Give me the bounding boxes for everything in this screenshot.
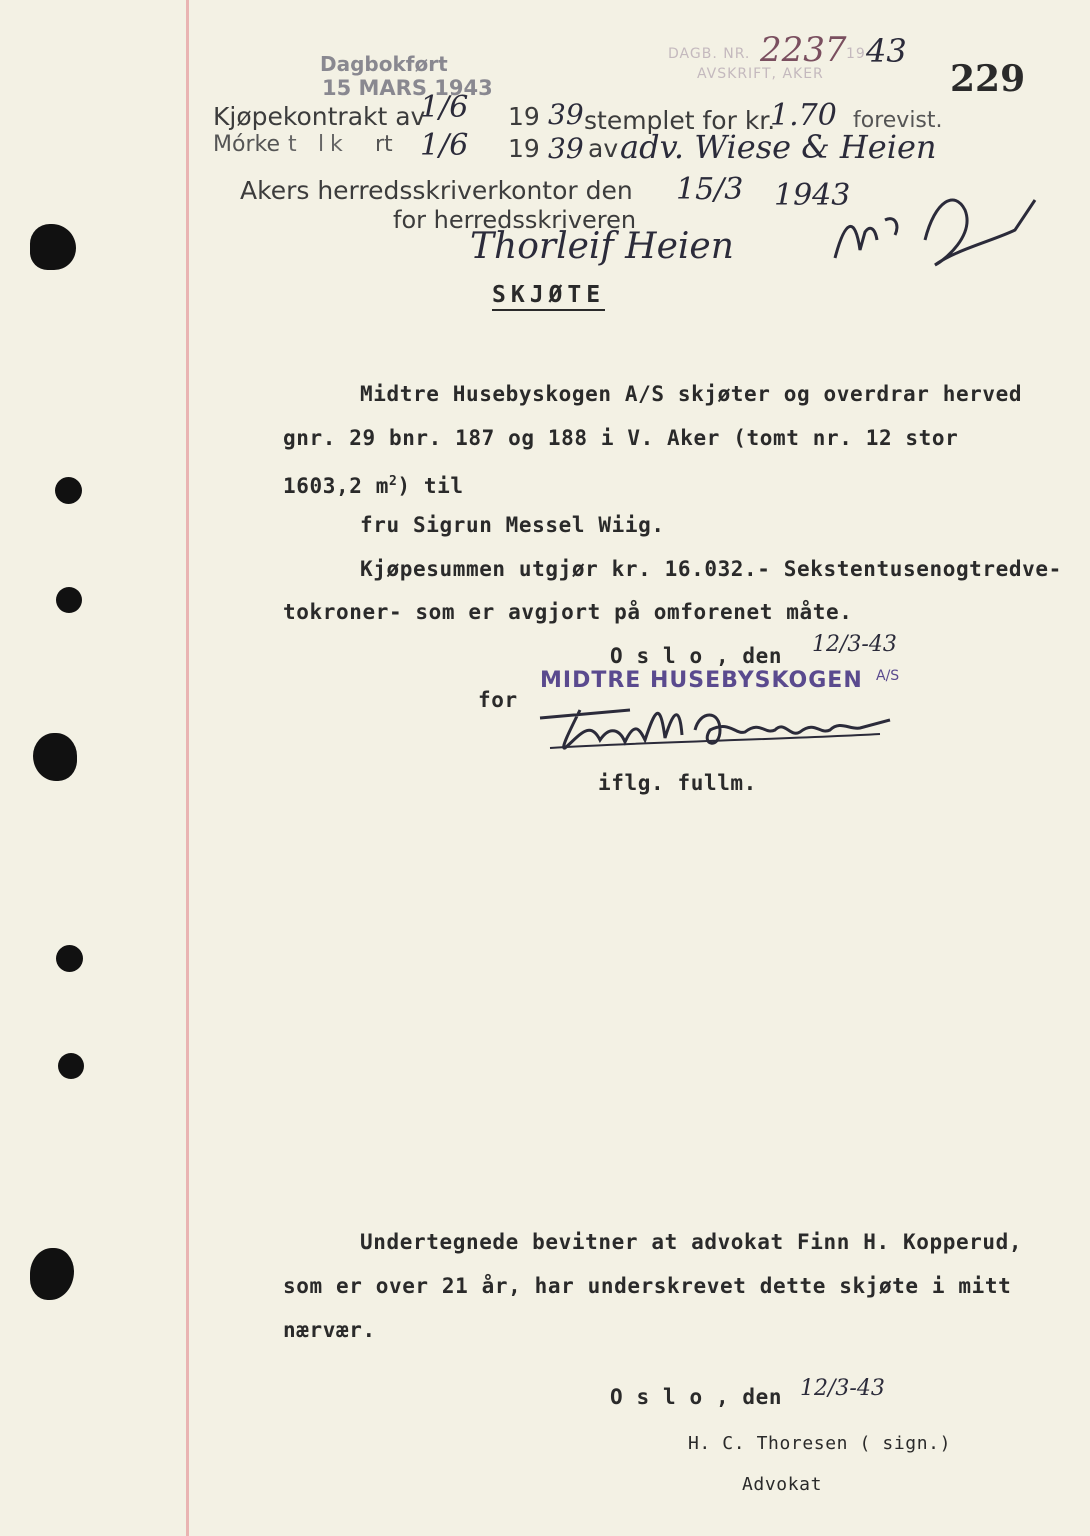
header-line-1b: 19: [508, 102, 540, 131]
header-line-4: for herredsskriveren: [393, 206, 637, 234]
header-line-2d: k: [330, 132, 343, 157]
paragraph-3-line-2: tokroner- som er avgjort på omforenet måte.: [283, 600, 853, 624]
area-value: 1603,2 m: [283, 474, 389, 498]
faint-stamp-dagb: DAGB. NR.: [668, 46, 751, 62]
dagbok-year: 43: [866, 32, 907, 70]
area-tail: ) til: [397, 474, 464, 498]
header-line-2a: Mórke: [213, 132, 280, 157]
dagbok-stamp-label: Dagbokført: [320, 52, 448, 76]
header-line-2-hand-name: adv. Wiese & Heien: [620, 128, 937, 166]
area-exponent: 2: [388, 474, 398, 489]
header-line-1-hand-amount: 1.70: [770, 98, 837, 133]
witness-line-2: som er over 21 år, har underskrevet dette skjøte i mitt: [283, 1274, 1012, 1298]
header-line-1d: forevist.: [853, 108, 943, 133]
header-line-2b: t: [288, 132, 297, 157]
herredsskriver-signature: Thorleif Heien: [470, 226, 734, 267]
kopperud-signature: [520, 690, 920, 760]
for-label: for: [478, 688, 518, 712]
signer-name: H. C. Thoresen ( sign.): [688, 1433, 952, 1454]
hand-date-1: 12/3-43: [812, 632, 897, 657]
punch-hole: [33, 733, 77, 781]
paragraph-3-line-1: Kjøpesummen utgjør kr. 16.032.- Sekstentusenogtredve-: [360, 557, 1062, 581]
document-title: SKJØTE: [492, 282, 605, 311]
header-line-3: Akers herredsskriverkontor den: [240, 176, 633, 205]
company-stamp-suffix: A/S: [876, 668, 900, 684]
punch-hole: [56, 945, 83, 972]
header-line-2c2: av: [588, 134, 619, 163]
paragraph-1-line-3: [283, 469, 464, 499]
dagbok-stamp-date: 15 MARS 1943: [322, 76, 493, 100]
header-line-2-hand-date: 1/6: [420, 128, 469, 163]
buyer-line: fru Sigrun Messel Wiig.: [360, 513, 665, 537]
paragraph-1-line-1: Midtre Husebyskogen A/S skjøter og overdrar herved: [360, 382, 1023, 406]
place-date-1: O s l o , den: [610, 644, 783, 668]
place-date-2: O s l o , den: [610, 1385, 783, 1409]
page-number: 229: [950, 58, 1026, 100]
punch-hole: [30, 1248, 74, 1300]
iflg-fullm: iflg. fullm.: [598, 771, 757, 795]
paragraph-1-line-2: gnr. 29 bnr. 187 og 188 i V. Aker (tomt nr. 12 stor: [283, 426, 959, 450]
punch-hole: [56, 587, 82, 613]
initials-scribble: [825, 180, 1045, 270]
header-line-1c: stemplet for kr.: [584, 106, 776, 135]
header-line-2c: l: [318, 132, 325, 157]
header-line-2e: rt: [375, 132, 393, 157]
header-line-1a: Kjøpekontrakt av: [213, 102, 426, 131]
signer-title: Advokat: [742, 1474, 823, 1495]
header-line-2b2: 19: [508, 134, 540, 163]
faint-stamp-year: 19: [846, 46, 866, 62]
header-line-2-hand-year: 39: [548, 132, 584, 165]
punch-hole: [30, 224, 76, 270]
punch-hole: [58, 1053, 84, 1079]
dagbok-number: 2237: [760, 30, 847, 70]
header-line-1-hand-year: 39: [548, 98, 584, 131]
faint-stamp-avskrift: AVSKRIFT, AKER: [697, 66, 824, 82]
witness-line-3: nærvær.: [283, 1318, 376, 1342]
header-line-3-hand-date: 15/3: [676, 172, 744, 207]
header-line-3-hand-year: 1943: [774, 178, 851, 213]
witness-line-1: Undertegnede bevitner at advokat Finn H. Kopperud,: [360, 1230, 1023, 1254]
hand-date-2: 12/3-43: [800, 1376, 885, 1401]
company-stamp: MIDTRE HUSEBYSKOGEN: [540, 668, 863, 693]
header-line-1-hand-date: 1/6: [420, 90, 469, 125]
punch-hole: [55, 477, 82, 504]
margin-line: [186, 0, 189, 1536]
